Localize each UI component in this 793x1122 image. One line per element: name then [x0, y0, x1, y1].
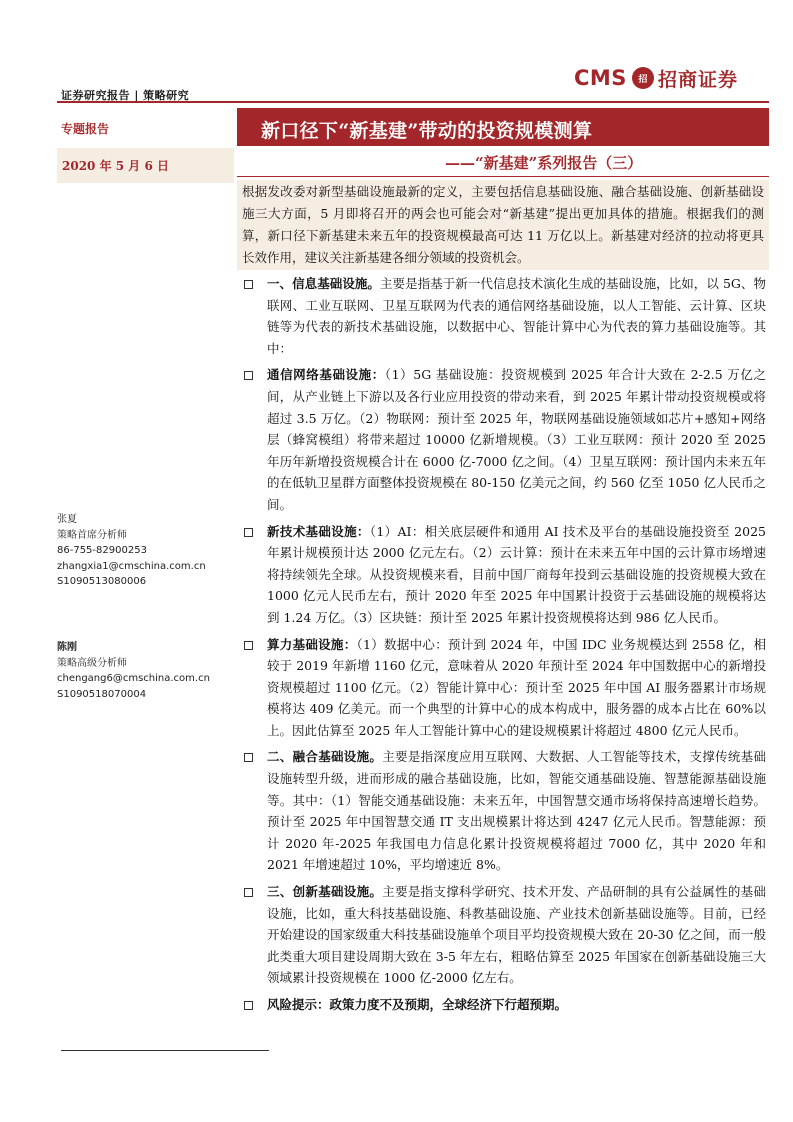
bullet-text	[267, 364, 766, 515]
report-subtitle: ——“新基建”系列报告（三）	[445, 154, 643, 172]
title-bar	[237, 108, 769, 146]
bullet-heading: 二、融合基础设施。	[267, 749, 383, 765]
bullet-body: 主要是指深度应用互联网、大数据、人工智能等技术，支撑传统基础设施转型升级，进而形成的融合基础设施，比如，智能交通基础设施、智慧能源基础设施等。其中：（1）智能交通基础设施：未来五年，中国智慧交通市场将保持高速增长趋势。预计至 2025 年中国智慧交通 IT 支出规模累计将达到 4247 亿元人民币。智慧能源：预计 2020 年-2025 年我国电力信息化累计投资规模将超过 7000 亿，其中 2020 年和 2021 年增速超过 10%，平均增速近 8%。	[267, 749, 766, 873]
analyst-card	[57, 512, 206, 590]
summary-box	[237, 180, 769, 270]
checkbox-bullet-icon	[244, 753, 253, 762]
report-category: 证券研究报告 | 策略研究	[61, 89, 190, 102]
subtitle-divider	[237, 176, 769, 177]
bullet-heading: 风险提示：政策力度不及预期，全球经济下行超预期。	[267, 997, 568, 1012]
analyst-title: 策略高级分析师	[57, 657, 127, 669]
footnote-divider	[61, 1050, 269, 1051]
bullet-item	[244, 364, 766, 515]
checkbox-bullet-icon	[244, 371, 253, 380]
checkbox-bullet-icon	[244, 1001, 253, 1010]
analyst-title: 策略首席分析师	[57, 529, 127, 541]
checkbox-bullet-icon	[244, 528, 253, 537]
bullet-text	[267, 634, 766, 742]
bullet-item	[244, 994, 766, 1016]
bullet-item	[244, 881, 766, 989]
bullet-item	[244, 746, 766, 876]
bullet-heading: 新技术基础设施：	[267, 523, 370, 539]
analyst-email: zhangxia1@cmschina.com.cn	[57, 560, 206, 572]
report-type: 专题报告	[61, 122, 110, 136]
bullet-text	[267, 994, 766, 1016]
main-content	[244, 273, 766, 1021]
analyst-phone: 86-755-82900253	[57, 545, 147, 556]
date-box	[57, 148, 234, 183]
bullet-heading: 三、创新基础设施。	[267, 884, 383, 900]
bullet-item	[244, 273, 766, 359]
checkbox-bullet-icon	[244, 641, 253, 650]
bullet-heading: 通信网络基础设施：	[267, 367, 385, 383]
bullet-text	[267, 273, 766, 359]
logo-company-name: 招商证券	[657, 68, 738, 91]
analyst-cert: S1090513080006	[57, 576, 147, 587]
header-divider	[57, 101, 769, 103]
analyst-card	[57, 640, 210, 702]
checkbox-bullet-icon	[244, 888, 253, 897]
bullet-body: 主要是指支撑科学研究、技术开发、产品研制的具有公益属性的基础设施，比如，重大科技基础设施、科教基础设施、产业技术创新基础设施等。目前，已经开始建设的国家级重大科技基础设施单个项目平均投资规模大致在 20-30 亿之间，而一般此类重大项目建设周期大致在 3-5 年左右，粗略估算至 2025 年国家在创新基础设施三大领域累计投资规模在 1000 亿-2000 亿左右。	[267, 884, 766, 986]
bullet-text	[267, 521, 766, 629]
logo-badge-icon: 招	[632, 67, 654, 89]
bullet-text	[267, 746, 766, 876]
report-date: 2020 年 5 月 6 日	[62, 159, 169, 173]
bullet-heading: 一、信息基础设施。	[267, 276, 380, 291]
analyst-email: chengang6@cmschina.com.cn	[57, 673, 210, 684]
bullet-item	[244, 521, 766, 629]
checkbox-bullet-icon	[244, 280, 253, 289]
analyst-name: 张夏	[57, 514, 77, 525]
bullet-heading: 算力基础设施：	[267, 636, 357, 652]
report-title: 新口径下“新基建”带动的投资规模测算	[261, 120, 593, 142]
analyst-cert: S1090518070004	[57, 688, 147, 700]
logo-cms: CMS	[574, 66, 627, 90]
bullet-text	[267, 881, 766, 989]
bullet-body: （1）AI：相关底层硬件和通用 AI 技术及平台的基础设施投资至 2025 年累计规模预计达 2000 亿元左右。（2）云计算：预计在未来五年中国的云计算市场增速将持续领先全球。从投资规模来看，目前中国厂商每年投到云基础设施的投资规模大致在 1000 亿元人民币左右，预计 2020 年至 2025 年中国累计投资于云基础设施的规模将达到 1.24 万亿。（3）区块链：预计至 2025 年累计投资规模将达到 986 亿人民币。	[267, 523, 766, 625]
company-logo	[574, 64, 738, 92]
bullet-item	[244, 634, 766, 742]
bullet-body: （1）数据中心：预计到 2024 年，中国 IDC 业务规模达到 2558 亿，相较于 2019 年新增 1160 亿元，意味着从 2020 年预计至 2024 年中国数据中心的新增投资规模超过 1100 亿元。（2）智能计算中心：预计至 2025 年中国 AI 服务器累计市场规模将达 409 亿美元。而一个典型的计算中心的成本构成中，服务器的成本占比在 60%以上。因此估算至 2025 年人工智能计算中心的建设规模累计将超过 4800 亿元人民币。	[267, 636, 766, 738]
bullet-body: 主要是指基于新一代信息技术演化生成的基础设施，比如，以 5G、物联网、工业互联网、卫星互联网为代表的通信网络基础设施，以人工智能、云计算、区块链等为代表的新技术基础设施，以数据中心、智能计算中心为代表的算力基础设施等。其中：	[267, 276, 766, 356]
bullet-body: （1）5G 基础设施：投资规模到 2025 年合计大致在 2-2.5 万亿之间，从产业链上下游以及各行业应用投资的带动来看，到 2025 年累计带动投资规模或将超过 3.5 万亿。（2）物联网：预计至 2025 年，物联网基础设施领域如芯片+感知+网络层（蜂窝模组）将带来超过 10000 亿新增规模。（3）工业互联网：预计 2020 至 2025 年历年新增投资规模合计在 6000 亿-7000 亿之间。（4）卫星互联网：预计国内未来五年的在低轨卫星群方面整体投资规模在 80-150 亿美元之间，约 560 亿至 1050 亿人民币之间。	[267, 367, 766, 512]
analyst-name: 陈刚	[57, 642, 77, 653]
summary-text: 根据发改委对新型基础设施最新的定义，主要包括信息基础设施、融合基础设施、创新基础设施三大方面，5 月即将召开的两会也可能会对“新基建”提出更加具体的措施。根据我们的测算，新口径下新基建未来五年的投资规模最高可达 11 万亿以上。新基建对经济的拉动将更具长效作用，建议关注新基建各细分领域的投资机会。	[242, 184, 764, 265]
